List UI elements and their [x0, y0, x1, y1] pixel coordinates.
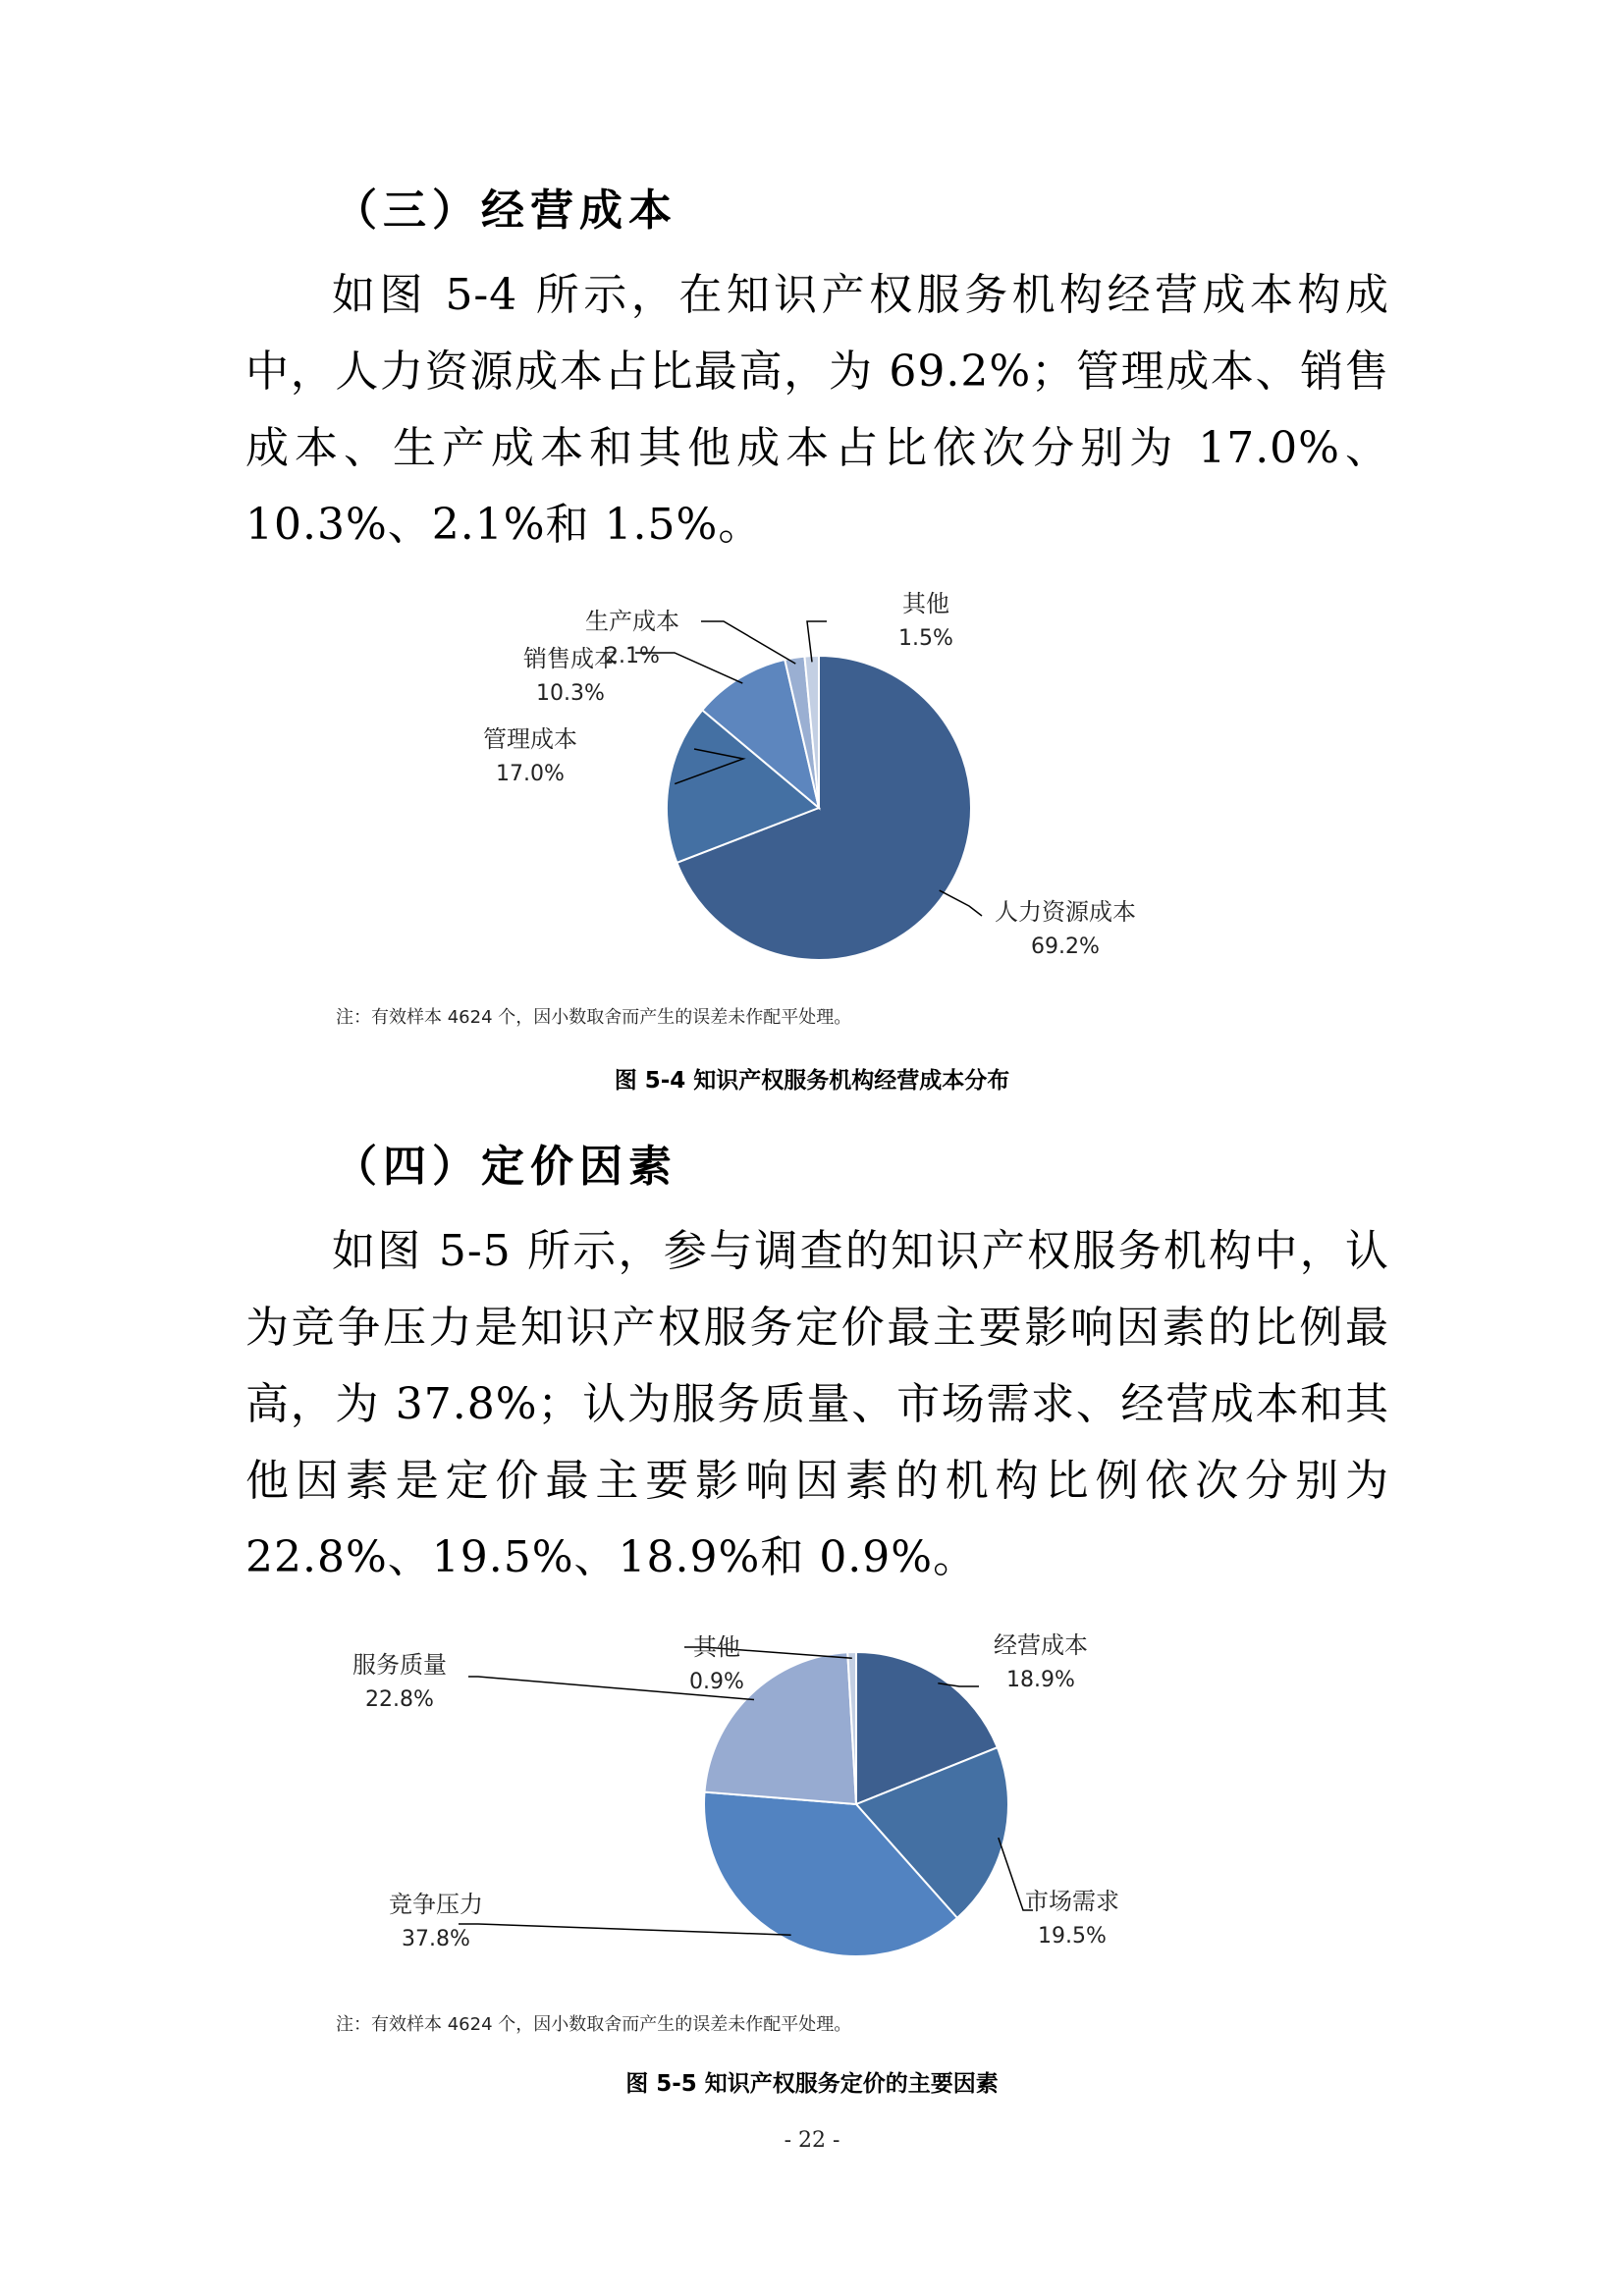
chart-5-4-slice-value-1: 17.0% — [496, 762, 565, 786]
chart-5-4-leader-line-3 — [701, 621, 795, 664]
page-number: - 22 - — [784, 2128, 840, 2153]
chart-5-5-slice-value-2: 37.8% — [402, 1927, 470, 1951]
chart-5-5-slice-label-1: 市场需求 — [1025, 1888, 1119, 1915]
chart-5-4-slice-label-4: 其他 — [902, 590, 949, 617]
chart-5-4-slice-value-0: 69.2% — [1031, 934, 1100, 959]
chart-5-5-slice-value-3: 22.8% — [365, 1687, 434, 1712]
chart-5-5-slice-label-0: 经营成本 — [994, 1631, 1088, 1659]
section-heading-operating-cost: （三）经营成本 — [334, 186, 677, 236]
chart-5-4-slice-value-2: 10.3% — [536, 681, 605, 706]
chart-5-4-slice-label-2: 销售成本 — [523, 645, 618, 672]
chart-5-5-slice-value-1: 19.5% — [1038, 1924, 1107, 1949]
chart-5-4-leader-line-0 — [940, 890, 982, 916]
chart-5-4-slice-value-4: 1.5% — [898, 626, 953, 651]
chart-5-4-slice-label-3: 生产成本 — [585, 608, 679, 635]
pie-chart-pricing-factors — [321, 1618, 1303, 1981]
chart-note-operating-cost: 注：有效样本 4624 个，因小数取舍而产生的误差未作配平处理。 — [336, 1007, 852, 1028]
chart-5-4-slice-label-0: 人力资源成本 — [995, 898, 1136, 926]
chart-5-5-leader-line-2 — [459, 1924, 791, 1935]
figure-caption-5-5: 图 5-5 知识产权服务定价的主要因素 — [625, 2071, 999, 2097]
chart-5-5-slice-label-3: 服务质量 — [352, 1651, 447, 1679]
chart-5-5-slice-label-2: 竞争压力 — [389, 1891, 483, 1918]
paragraph-operating-cost: 如图 5-4 所示，在知识产权服务机构经营成本构成中，人力资源成本占比最高，为 69.2%；管理成本、销售成本、生产成本和其他成本占比依次分别为 17.0%、10.3%、2.1%和 1.5%。 — [245, 270, 1389, 550]
chart-5-5-slice-label-4: 其他 — [693, 1633, 740, 1661]
chart-5-4-slice-value-3: 2.1% — [605, 644, 660, 668]
pie-chart-operating-cost — [321, 582, 1303, 975]
chart-5-5-slice-value-4: 0.9% — [689, 1670, 744, 1694]
section-heading-pricing-factors: （四）定价因素 — [334, 1142, 677, 1192]
chart-note-pricing-factors: 注：有效样本 4624 个，因小数取舍而产生的误差未作配平处理。 — [336, 2014, 852, 2035]
pie-chart-pricing-factors-svg — [321, 1618, 1303, 1981]
paragraph-pricing-factors: 如图 5-5 所示，参与调查的知识产权服务机构中，认为竞争压力是知识产权服务定价最主要影响因素的比例最高，为 37.8%；认为服务质量、市场需求、经营成本和其他因素是定价最主要影响因素的机构比例依次分别为 22.8%、19.5%、18.9%和 0.9%。 — [245, 1226, 1389, 1582]
chart-5-5-slice-value-0: 18.9% — [1006, 1668, 1075, 1692]
chart-5-4-slice-label-1: 管理成本 — [483, 725, 577, 753]
pie-chart-operating-cost-svg — [321, 582, 1303, 975]
figure-caption-5-4: 图 5-4 知识产权服务机构经营成本分布 — [614, 1068, 1010, 1094]
